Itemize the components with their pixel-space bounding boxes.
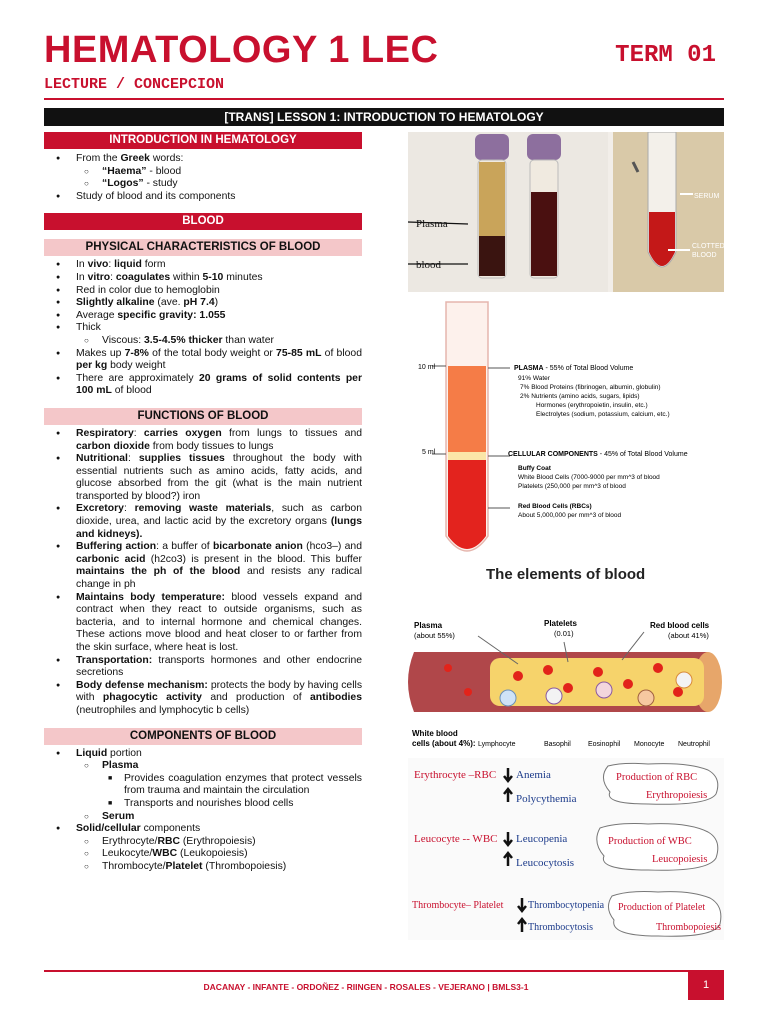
basophil-label: Basophil — [544, 741, 571, 748]
rbc-count-label: About 5,000,000 per mm^3 of blood — [518, 512, 622, 519]
vessel-wbc-label-2: cells (about 4%): — [412, 739, 476, 748]
list-item: ● Liquid portion ○ Plasma ■ Provides coagulation enzymes that protect vessels from trauma and maintain the circulation ■ Transports and nourishes blood cells ○ Serum — [44, 748, 362, 824]
list-item: ○ Serum — [76, 811, 362, 824]
list-item: ● Nutritional: supplies tissues throughout the body with essential nutrients such as amino acids, fatty acids, and glucose absorbed from the git (what is the main nutrient transported by blood?) iron — [44, 453, 362, 503]
list-item: ○ “Logos” - study — [76, 178, 362, 191]
list-item: ● Respiratory: carries oxygen from lungs to tissues and carbon dioxide from body tissues to lungs — [44, 428, 362, 453]
photo-clotted-label-2: BLOOD — [692, 252, 717, 259]
section-functions-heading: FUNCTIONS OF BLOOD — [44, 408, 362, 425]
tubes-photo-drawing — [408, 132, 724, 292]
cells-production-drawing — [408, 758, 724, 940]
rbc-row-label: Erythrocyte –RBC — [414, 769, 497, 781]
list-item: ● Makes up 7-8% of the total body weight or 75-85 mL of blood per kg body weight — [44, 348, 362, 373]
list-item: ● Excretory: removing waste materials, such as carbon dioxide, urea, and lactic acid by the excretory organs (lungs and kidneys). — [44, 503, 362, 541]
list-item: ● Body defense mechanism: protects the body by having cells with phagocytic activity and production of antibodies (neutrophiles and lymphocytic b cells) — [44, 680, 362, 718]
blood-vessel-diagram — [408, 612, 724, 752]
elements-title: The elements of blood — [486, 566, 646, 583]
section-components-heading: COMPONENTS OF BLOOD — [44, 728, 362, 745]
ml5-label: 5 ml — [422, 449, 436, 456]
hormones-label: Hormones (erythropoietin, insulin, etc.) — [536, 402, 648, 409]
thrombocytopenia-label: Thrombocytopenia — [528, 900, 605, 911]
vessel-plasma-label: Plasma — [414, 621, 443, 630]
footer-rule — [44, 970, 688, 972]
list-item: ■ Transports and nourishes blood cells — [102, 798, 362, 811]
section-blood-heading: BLOOD — [44, 213, 362, 230]
list-item: ○ Leukocyte/WBC (Leukopoiesis) — [76, 848, 362, 861]
components-list — [44, 748, 362, 874]
vessel-platelets-pct: (0.01) — [554, 629, 574, 638]
section-physical-heading: PHYSICAL CHARACTERISTICS OF BLOOD — [44, 239, 362, 256]
neutrophil-label: Neutrophil — [678, 741, 710, 748]
wbc-count-label: White Blood Cells (7000-9000 per mm^3 of blood — [518, 474, 660, 481]
list-item: ● Red in color due to hemoglobin — [44, 285, 362, 298]
photo-clotted-label-1: CLOTTED — [692, 243, 724, 250]
lecture-subtitle: LECTURE / CONCEPCION — [44, 76, 225, 93]
platelet-production-label: Production of Platelet — [618, 902, 706, 913]
plasma-heading: PLASMA - 55% of Total Blood Volume — [514, 365, 634, 372]
lesson-bar: [TRANS] LESSON 1: INTRODUCTION TO HEMATOLOGY — [44, 108, 724, 126]
cellular-heading: CELLULAR COMPONENTS - 45% of Total Blood Volume — [508, 451, 688, 458]
blood-volume-diagram — [408, 296, 724, 556]
list-item: ● Average specific gravity: 1.055 — [44, 310, 362, 323]
thrombocytosis-label: Thrombocytosis — [528, 922, 593, 933]
term-label: TERM 01 — [615, 42, 716, 69]
photo-serum-label: SERUM — [694, 193, 720, 200]
list-item: ○ Plasma ■ Provides coagulation enzymes that protect vessels from trauma and maintain the circulation ■ Transports and nourishes blood cells — [76, 760, 362, 810]
proteins-label: 7% Blood Proteins (fibrinogen, albumin, globulin) — [520, 384, 661, 391]
vessel-wbc-label-1: White blood — [412, 729, 458, 738]
list-item: ● Buffering action: a buffer of bicarbonate anion (hco3–) and carbonic acid (h2co3) is present in the blood. This buffer maintains the ph of the blood and resists any radical change in ph — [44, 541, 362, 591]
wbc-row-label: Leucocyte -- WBC — [414, 833, 498, 845]
list-item: ○ Viscous: 3.5-4.5% thicker than water — [76, 335, 362, 348]
list-item: ● From the Greek words: ○ “Haema” - blood ○ “Logos” - study — [44, 153, 362, 191]
vessel-plasma-pct: (about 55%) — [414, 631, 455, 640]
cells-production-diagram — [408, 758, 724, 940]
rbc-heading: Red Blood Cells (RBCs) — [518, 503, 592, 510]
header-rule — [44, 98, 724, 100]
vessel-rbc-label: Red blood cells — [650, 621, 710, 630]
left-column — [44, 130, 362, 874]
thrombopoiesis-label: Thrombopoiesis — [656, 922, 721, 933]
lymphocyte-label: Lymphocyte — [478, 741, 516, 748]
list-item: ● In vitro: coagulates within 5-10 minutes — [44, 272, 362, 285]
list-item: ● There are approximately 20 grams of solid contents per 100 mL of blood — [44, 373, 362, 398]
leucopenia-label: Leucopenia — [516, 833, 568, 845]
tubes-photo — [408, 132, 724, 292]
list-item: ○ Erythrocyte/RBC (Erythropoiesis) — [76, 836, 362, 849]
list-item: ● In vivo: liquid form — [44, 259, 362, 272]
buffy-label: Buffy Coat — [518, 465, 551, 472]
list-item: ● Solid/cellular components ○ Erythrocyte/RBC (Erythropoiesis) ○ Leukocyte/WBC (Leukopoiesis) ○ Thrombocyte/Platelet (Thrombopoiesis) — [44, 823, 362, 873]
list-item: ● Maintains body temperature: blood vessels expand and contract when they react to outside organisms, such as bacteria, and to internal hormone and chemical changes. These actions move blood and heat closer to or farther from the skin surface, where heat is lost. — [44, 592, 362, 655]
water-label: 91% Water — [518, 375, 550, 382]
electrolytes-label: Electrolytes (sodium, potassium, calcium, etc.) — [536, 411, 670, 418]
monocyte-label: Monocyte — [634, 741, 665, 748]
erythropoiesis-label: Erythropoiesis — [646, 790, 708, 801]
list-item: ○ Thrombocyte/Platelet (Thrombopoiesis) — [76, 861, 362, 874]
list-item: ■ Provides coagulation enzymes that protect vessels from trauma and maintain the circulation — [102, 773, 362, 798]
anemia-label: Anemia — [516, 769, 551, 781]
eosinophil-label: Eosinophil — [588, 741, 621, 748]
intro-list — [44, 153, 362, 203]
section-intro-heading: INTRODUCTION IN HEMATOLOGY — [44, 132, 362, 149]
vessel-platelets-label: Platelets — [544, 619, 577, 628]
polycythemia-label: Polycythemia — [516, 793, 577, 805]
list-item: ● Slightly alkaline (ave. pH 7.4) — [44, 297, 362, 310]
page-title: HEMATOLOGY 1 LEC — [44, 29, 439, 71]
platelets-count-label: Platelets (250,000 per mm^3 of blood — [518, 483, 626, 490]
wbc-production-label: Production of WBC — [608, 836, 692, 847]
blood-volume-drawing — [408, 296, 724, 556]
list-item: ● Transportation: transports hormones and other endocrine secretions — [44, 655, 362, 680]
nutrients-label: 2% Nutrients (amino acids, sugars, lipids) — [520, 393, 640, 400]
leucopoiesis-label: Leucopoiesis — [652, 854, 708, 865]
platelet-row-label: Thrombocyte– Platelet — [412, 900, 504, 911]
physical-list — [44, 259, 362, 398]
list-item: ● Thick ○ Viscous: 3.5-4.5% thicker than water — [44, 322, 362, 347]
photo-blood-label: blood — [416, 259, 442, 271]
photo-plasma-label: Plasma — [416, 218, 448, 230]
functions-list — [44, 428, 362, 718]
leucocytosis-label: Leucocytosis — [516, 857, 575, 869]
vessel-rbc-pct: (about 41%) — [668, 631, 709, 640]
list-item: ● Study of blood and its components — [44, 191, 362, 204]
ml10-label: 10 ml — [418, 364, 436, 371]
page-number: 1 — [688, 970, 724, 1000]
list-item: ○ “Haema” - blood — [76, 166, 362, 179]
blood-vessel-drawing — [408, 612, 724, 752]
rbc-production-label: Production of RBC — [616, 772, 698, 783]
footer-authors: DACANAY - INFANTE - ORDOÑEZ - RIINGEN - ROSALES - VEJERANO | BMLS3-1 — [203, 982, 529, 992]
